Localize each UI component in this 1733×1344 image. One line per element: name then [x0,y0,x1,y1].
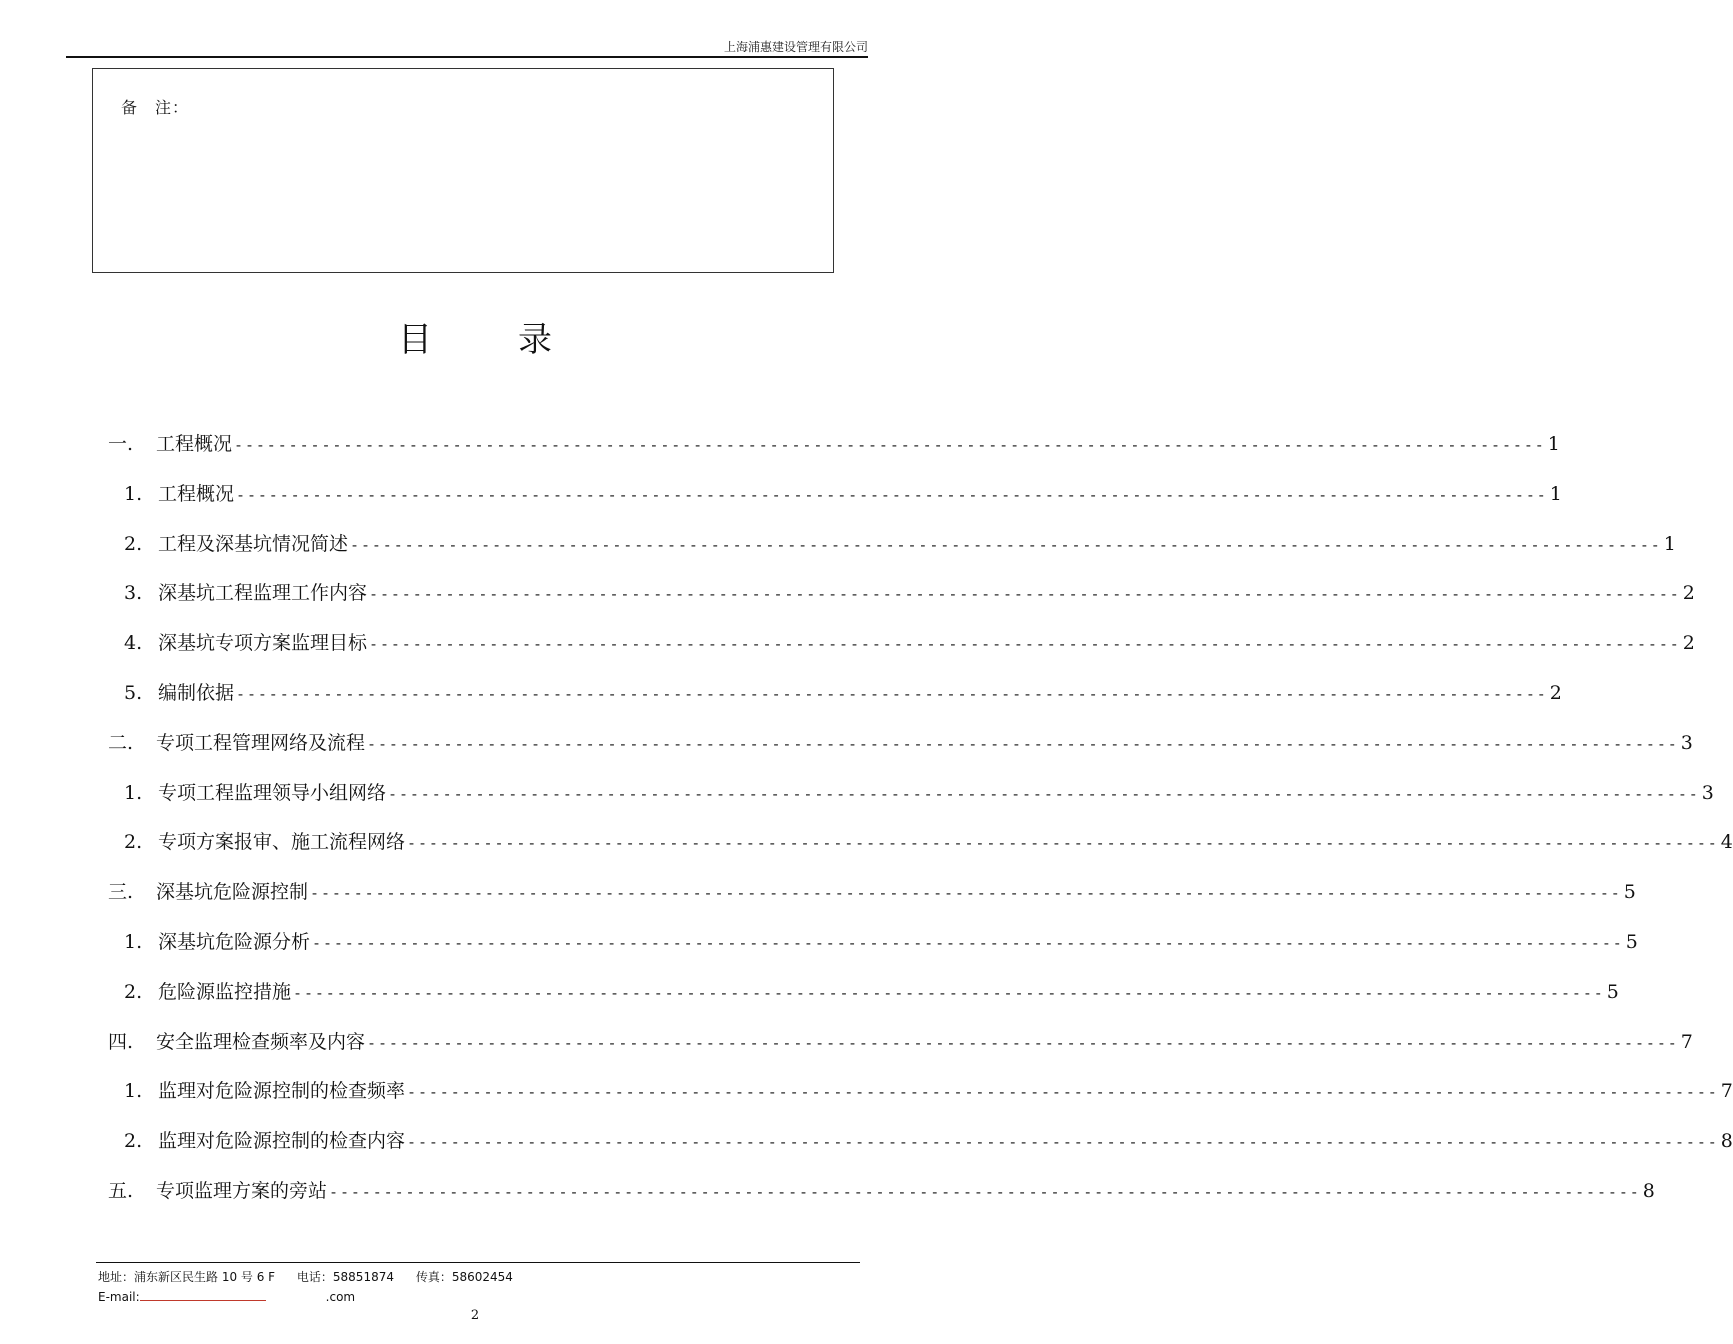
toc-entry-page: 2 [1682,632,1695,655]
footer-phone: 电话：58851874 [296,1270,394,1284]
header-company-name: 上海浦惠建设管理有限公司 [723,40,868,54]
toc-entry[interactable] [106,470,1562,520]
toc-title-char-2: 录 [518,320,552,360]
toc-entry-title: 专项工程管理网络及流程 [156,731,366,754]
toc-entry[interactable] [106,868,1636,918]
toc-entry[interactable] [106,1067,1733,1117]
toc-entry-page: 5 [1623,881,1636,904]
footer-email-line [98,1289,355,1304]
toc-entry-number: 2. [124,1130,143,1153]
toc-dash-leader: ------------------------------------------------------------------------------------------------------------------------ [407,1133,1719,1152]
toc-entry-title: 工程概况 [156,433,233,455]
toc-entry-title: 深基坑危险源控制 [156,881,309,904]
toc-entry-number: 2. [124,980,143,1003]
toc-dash-leader: ------------------------------------------------------------------------------------------------------------------------ [236,485,1548,504]
toc-dash-leader: ------------------------------------------------------------------------------------------------------------------------ [407,1083,1719,1102]
toc-entry-number: 二. [108,731,134,754]
footer-divider [96,1262,860,1263]
toc-dash-leader: ------------------------------------------------------------------------------------------------------------------------ [310,884,1622,903]
toc-entry-number: 五. [108,1179,134,1202]
toc-entry[interactable] [106,818,1733,868]
toc-entry-number: 三. [108,881,134,904]
toc-entry[interactable] [106,669,1562,719]
toc-entry-page: 2 [1549,681,1562,704]
toc-entry[interactable] [106,1018,1693,1068]
toc-entry-number: 1. [124,1080,143,1103]
toc-entry-number: 1. [124,781,143,804]
toc-entry-page: 8 [1720,1130,1733,1153]
remarks-label: 备 注： [121,98,190,117]
toc-entry-title: 监理对危险源控制的检查内容 [158,1130,406,1153]
toc-entry-page: 4 [1720,831,1733,854]
footer-email-label: E-mail: [98,1290,140,1304]
footer-address: 地址：浦东新区民生路 10 号 6 F [98,1270,276,1284]
toc-entry-page: 3 [1701,781,1714,804]
header-divider [66,56,868,58]
toc-entry-title: 专项工程监理领导小组网络 [158,781,387,804]
toc-entry-number: 2. [124,532,143,555]
toc-entry-number: 一. [108,433,134,455]
toc-entry-title: 编制依据 [158,681,235,704]
toc-entry[interactable] [106,619,1695,669]
page-number: 2 [470,1308,480,1323]
toc-dash-leader: ------------------------------------------------------------------------------------------------------------------------ [293,983,1605,1002]
toc-entry-title: 深基坑危险源分析 [158,930,311,953]
toc-entry[interactable] [106,918,1638,968]
toc-dash-leader: ------------------------------------------------------------------------------------------------------------------------ [388,784,1700,803]
toc-entry-page: 8 [1642,1179,1655,1202]
toc-entry[interactable] [106,769,1714,819]
toc-dash-leader: ------------------------------------------------------------------------------------------------------------------------ [369,585,1681,604]
toc-dash-leader: ------------------------------------------------------------------------------------------------------------------------ [367,1033,1679,1052]
toc-entry-number: 1. [124,930,143,953]
toc-entry-number: 3. [124,582,143,605]
toc-entry-title: 专项监理方案的旁站 [156,1179,328,1202]
toc-title-char-1: 目 [398,320,432,360]
toc-entry-page: 1 [1549,482,1562,505]
toc-entry-page: 7 [1680,1030,1693,1053]
toc-entry-title: 工程概况 [158,482,235,505]
toc-dash-leader: ------------------------------------------------------------------------------------------------------------------------ [407,834,1719,853]
toc-entry-page: 5 [1606,980,1619,1003]
toc-dash-leader: ------------------------------------------------------------------------------------------------------------------------ [369,635,1681,654]
toc-entry[interactable] [106,569,1695,619]
footer-contact-line [98,1268,531,1285]
toc-dash-leader: ------------------------------------------------------------------------------------------------------------------------ [236,684,1548,703]
toc-entry-page: 7 [1720,1080,1733,1103]
toc-entry[interactable] [106,420,1560,470]
toc-entry[interactable] [106,520,1676,570]
toc-entry-number: 1. [124,482,143,505]
footer-email-suffix: .com [325,1290,356,1304]
toc-entry-page: 1 [1547,433,1560,455]
table-of-contents [106,420,1733,1217]
toc-entry-title: 工程及深基坑情况简述 [158,532,349,555]
toc-entry-page: 3 [1680,731,1693,754]
toc-entry-title: 监理对危险源控制的检查频率 [158,1080,406,1103]
toc-entry-number: 4. [124,632,143,655]
toc-dash-leader: ------------------------------------------------------------------------------------------------------------------------ [367,734,1679,753]
toc-entry-title: 安全监理检查频率及内容 [156,1030,366,1053]
toc-dash-leader: ------------------------------------------------------------------------------------------------------------------------ [234,436,1546,454]
toc-title [0,312,950,361]
toc-dash-leader: ------------------------------------------------------------------------------------------------------------------------ [350,535,1662,554]
toc-entry-title: 深基坑工程监理工作内容 [158,582,368,605]
toc-entry-number: 5. [124,681,143,704]
remarks-box [92,68,834,273]
toc-entry-number: 2. [124,831,143,854]
toc-entry-title: 深基坑专项方案监理目标 [158,632,368,655]
toc-entry-number: 四. [108,1030,134,1053]
toc-entry-page: 5 [1625,930,1638,953]
toc-entry-page: 1 [1663,532,1676,555]
toc-entry[interactable] [106,719,1693,769]
toc-dash-leader: ------------------------------------------------------------------------------------------------------------------------ [312,933,1624,952]
toc-entry[interactable] [106,1117,1733,1167]
footer-email-blank [140,1289,266,1301]
toc-entry[interactable] [106,968,1619,1018]
toc-dash-leader: ------------------------------------------------------------------------------------------------------------------------ [329,1182,1641,1201]
toc-entry-title: 专项方案报审、施工流程网络 [158,831,406,854]
toc-entry-title: 危险源监控措施 [158,980,292,1003]
toc-entry[interactable] [106,1167,1655,1217]
footer-fax: 传真：58602454 [415,1270,513,1284]
toc-entry-page: 2 [1682,582,1695,605]
